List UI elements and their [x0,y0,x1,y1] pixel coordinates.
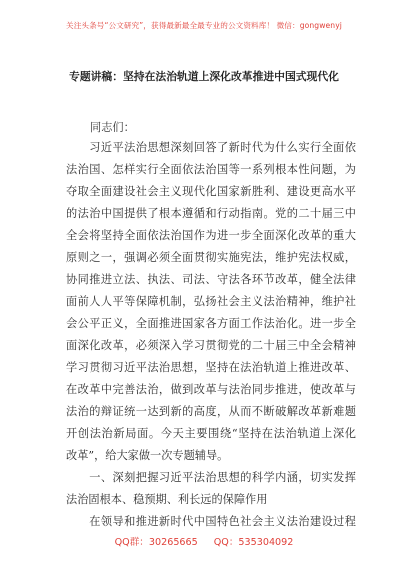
salutation: 同志们： [90,121,135,134]
body-line: 夺取全面建设社会主义现代化国家新胜利、建设更高水平 [66,185,356,198]
body-line: 面深化改革，必须深入学习贯彻党的二十届三中全会精神 [66,339,356,352]
body-line: 在领导和推进新时代中国特色社会主义法治建设过程 [66,515,356,528]
section-heading-line: 一、深刻把握习近平法治思想的科学内涵，切实发挥 [66,471,356,484]
body-line: 面前人人平等保障机制，弘扬社会主义法治精神，维护社 [66,295,356,308]
footer-qq-group: QQ群：30265665 [114,537,198,548]
section-heading-line: 法治固根本、稳预期、利长远的保障作用 [66,493,268,506]
body-line: 习近平法治思想深刻回答了新时代为什么实行全面依 [66,141,356,154]
body-line: 协同推进立法、执法、司法、守法各环节改革，健全法律 [66,273,356,286]
footer-qq-number: QQ：535304092 [213,537,294,548]
body-line: 开创法治新局面。今天主要围绕“坚持在法治轨道上深化 [66,427,356,440]
document-title: 专题讲稿：坚持在法治轨道上深化改革推进中国式现代化 [69,70,339,83]
document-body [66,137,356,533]
body-line: 全会将坚持全面依法治国作为进一步全面深化改革的重大 [66,229,356,242]
body-line: 学习贯彻习近平法治思想，坚持在法治轨道上推进改革、 [66,361,356,374]
body-line: 法治的辩证统一达到新的高度，从而不断破解改革新难题 [66,405,356,418]
body-line: 原则之一，强调必须全面贯彻实施宪法，维护宪法权威， [66,251,356,264]
body-line: 改革”，给大家做一次专题辅导。 [66,449,229,462]
footer-contact [0,534,408,548]
body-line: 法治国、怎样实行全面依法治国等一系列根本性问题，为 [66,163,356,176]
body-line: 会公平正义，全面推进国家各方面工作法治化。进一步全 [66,317,356,330]
body-line: 在改革中完善法治，做到改革与法治同步推进，使改革与 [66,383,356,396]
body-line: 的法治中国提供了根本遵循和行动指南。党的二十届三中 [66,207,356,220]
header-banner: 关注头条号“公文研究”，获得最新最全最专业的公文资料库！ 微信：gongwenyj [66,21,342,30]
